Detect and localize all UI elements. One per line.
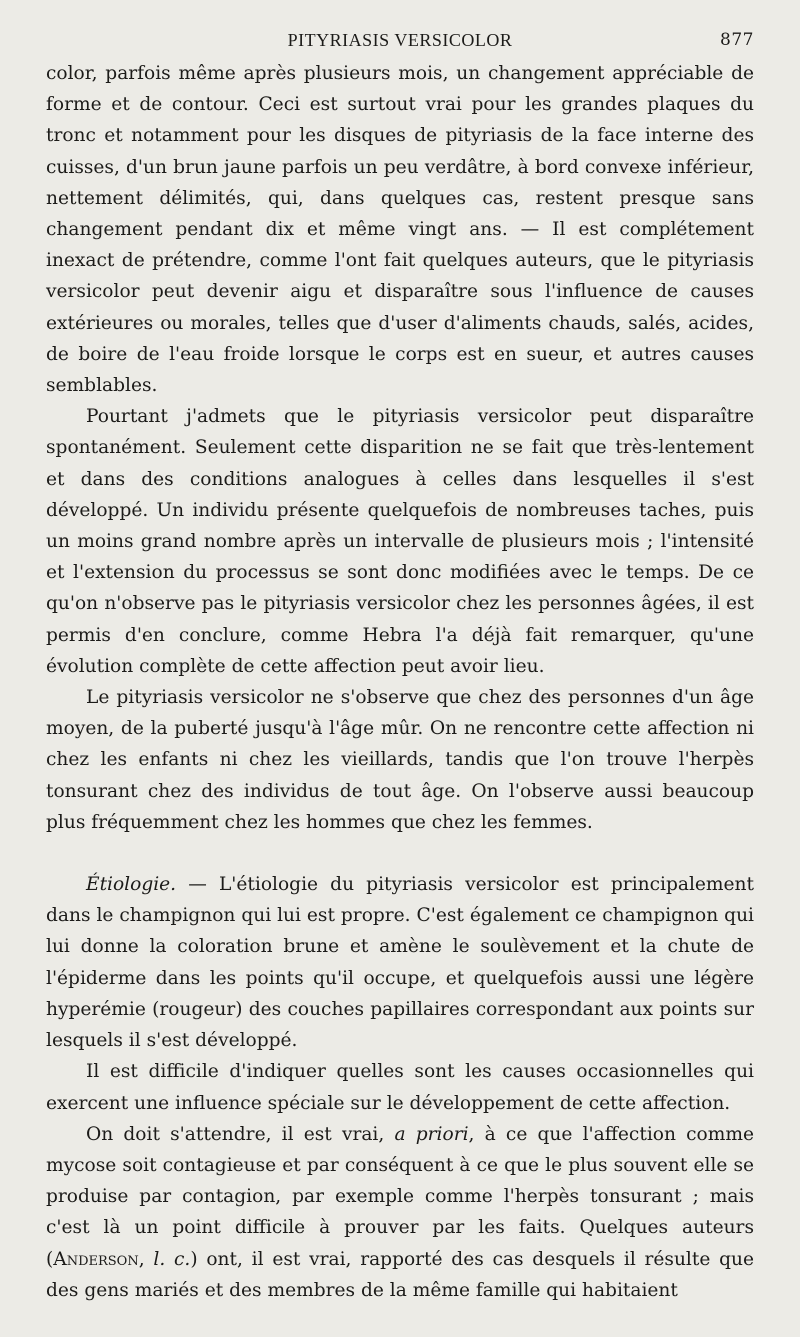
paragraph-etiologie (46, 869, 754, 1056)
paragraph-3: Le pityriasis versicolor ne s'observe que chez des personnes d'un âge moyen, de la puberté jusqu'à l'âge mûr. On ne rencontre cette affection ni chez les enfants ni chez les vieillards, tandis que l'on trouve l'herpès tonsurant chez des individus de tout âge. On l'observe aussi beaucoup plus fréquemment chez les hommes que chez les femmes. (46, 687, 754, 833)
running-title: PITYRIASIS VERSICOLOR (287, 30, 513, 50)
paragraph-1: color, parfois même après plusieurs mois, un changement appréciable de forme et de contour. Ceci est surtout vrai pour les grandes plaques du tronc et notamment pour les disques de pityriasis de la face interne des cuisses, d'un brun jaune parfois un peu verdâtre, à bord convexe inférieur, nettement délimités, qui, dans quelques cas, restent presque sans changement pendant dix et même vingt ans. — Il est complétement inexact de prétendre, comme l'ont fait quelques auteurs, que le pityriasis versicolor peut devenir aigu et disparaître sous l'influence de causes extérieures ou morales, telles que d'user d'aliments chauds, salés, acides, de boire de l'eau froide lorsque le corps est en sueur, et autres causes semblables. (46, 63, 754, 397)
paragraph-2: Pourtant j'admets que le pityriasis versicolor peut disparaître spontanément. Seulement cette disparition ne se fait que très-lentement et dans des conditions analogues à celles dans lesquelles il s'est développé. Un individu présente quelquefois de nombreuses taches, puis un moins grand nombre après un intervalle de plusieurs mois ; l'intensité et l'extension du processus se sont donc modifiées avec le temps. De ce qu'on n'observe pas le pityriasis versicolor chez les personnes âgées, il est permis d'en conclure, comme Hebra l'a déjà fait remarquer, qu'une évolution complète de cette affection peut avoir lieu. (46, 406, 754, 677)
body-text (46, 58, 754, 1306)
page-number: 877 (720, 30, 754, 50)
paragraph-etiologie-text: — L'étiologie du pityriasis versicolor est principalement dans le champignon qui lui est propre. C'est également ce champignon qui lui donne la coloration brune et amène le soulèvement et la chute de l'épiderme dans les points qu'il occupe, et quelquefois aussi une légère hyperémie (rougeur) des couches papillaires correspondant aux points sur lesquels il s'est développé. (46, 874, 754, 1052)
paragraph-6-part-a: On doit s'attendre, il est vrai, (86, 1123, 395, 1145)
section-heading-etiologie: Étiologie. (86, 874, 177, 896)
paragraph-6-part-b: , à ce que l'affection comme mycose soit contagieuse et par conséquent à ce que le plus souvent elle se produise par contagion, par exemple comme l'herpès tonsurant ; mais c'est là un point difficile à prouver par les faits. Quelques auteurs ( (46, 1123, 754, 1270)
citation-ref: l. c. (153, 1248, 191, 1270)
paragraph-5: Il est difficile d'indiquer quelles sont les causes occasionnelles qui exercent une influence spéciale sur le développement de cette affection. (46, 1061, 754, 1114)
running-header (46, 30, 754, 58)
paragraph-6 (46, 1119, 754, 1306)
paragraph-6-italic: a priori (394, 1123, 469, 1145)
paragraph-6-part-c: , (138, 1248, 154, 1270)
author-name: Anderson (53, 1248, 139, 1270)
paragraph-6-part-d: ) ont, il est vrai, rapporté des cas desquels il résulte que des gens mariés et des membres de la même famille qui habitaient (46, 1248, 754, 1301)
